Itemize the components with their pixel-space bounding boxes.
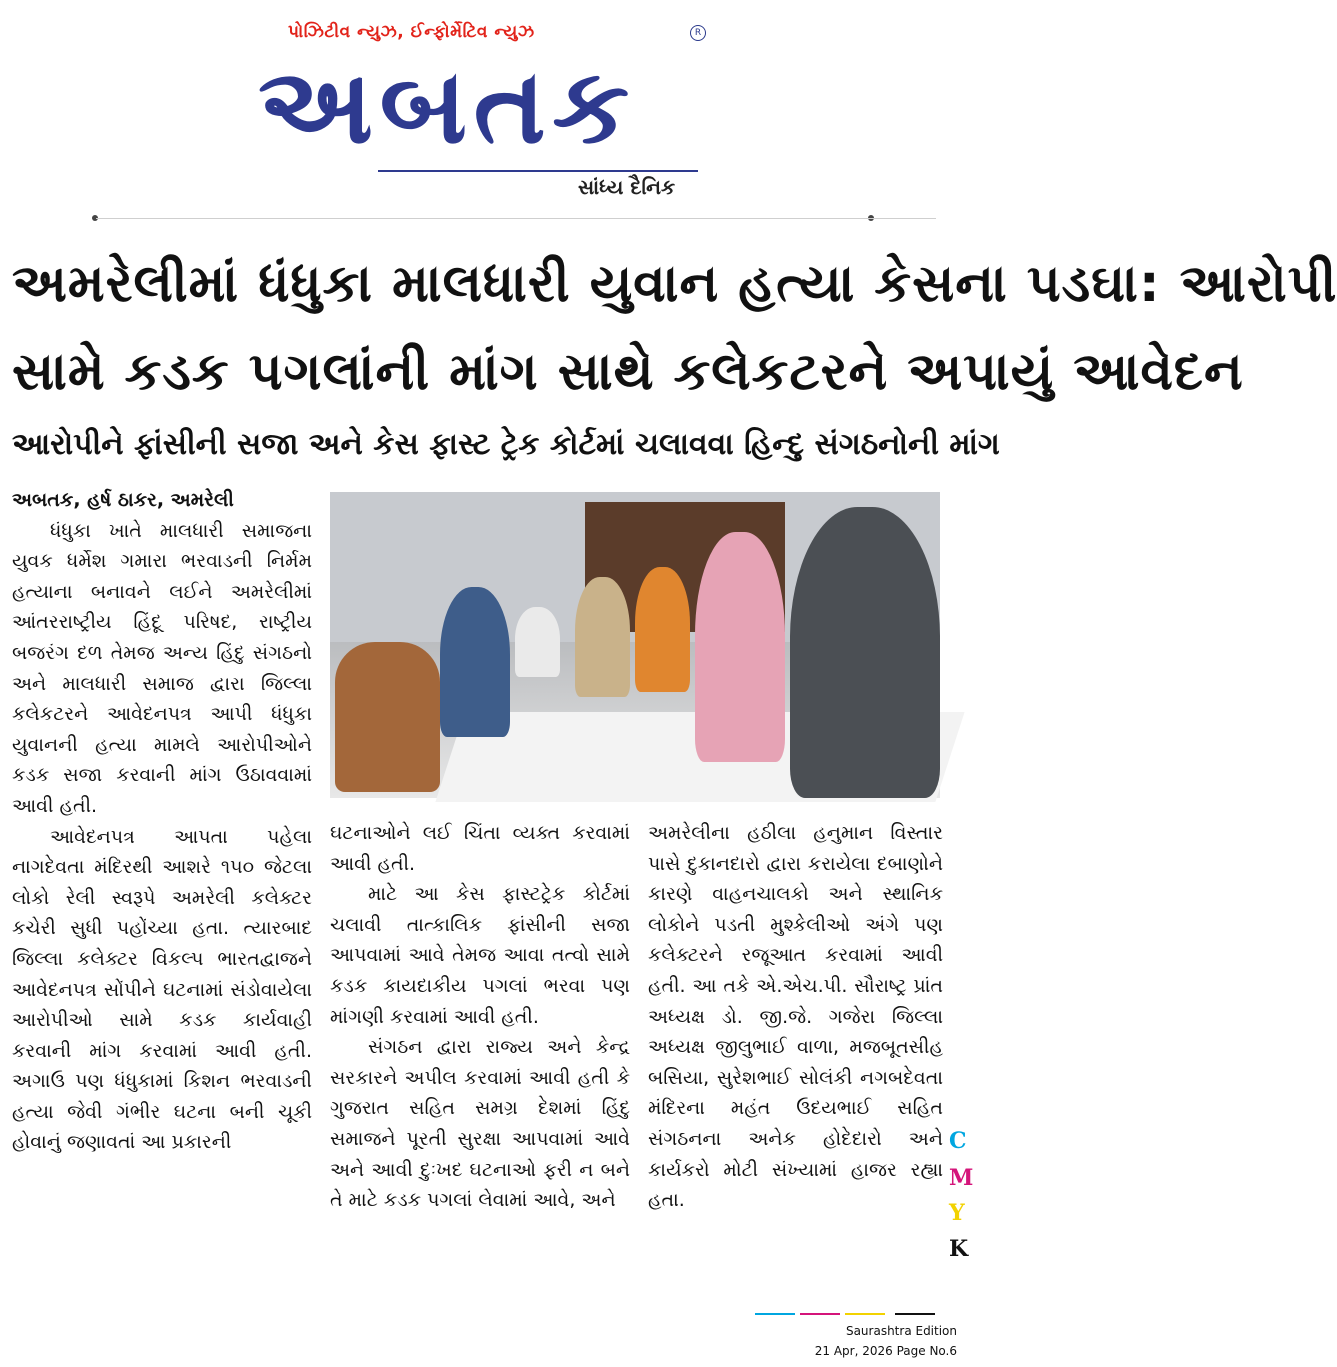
footer-edition: Saurashtra Edition (845, 1324, 957, 1338)
headline-line-1: અમરેલીમાં ધંધુકા માલધારી યુવાન હત્યા કેસના પડઘા: આરોપી (12, 254, 1337, 314)
footer-cyan-line (755, 1313, 795, 1315)
cmyk-black: K (949, 1236, 969, 1262)
edition-type-label: સાંધ્ય દૈનિક (578, 175, 676, 199)
subheadline: આરોપીને ફાંસીની સજા અને કેસ ફાસ્ટ ટ્રેક કોર્ટમાં ચલાવવા હિન્દુ સંગઠનોની માંગ (12, 427, 1000, 462)
footer-date-page: 21 Apr, 2026 Page No.6 (814, 1344, 957, 1358)
paragraph: માટે આ કેસ ફાસ્ટટ્રેક કોર્ટમાં ચલાવી તાત્કાલિક ફાંસીની સજા આપવામાં આવે તેમજ આવા તત્વો સામે કડક કાયદાકીય પગલાં ભરવા પણ માંગણી કરવામાં આવી હતી. (330, 883, 630, 1028)
photo-office-chair (335, 642, 440, 792)
registered-mark-icon: R (690, 25, 706, 41)
paragraph: ધંધુકા ખાતે માલધારી સમાજના યુવક ધર્મેશ ગમારા ભરવાડની નિર્મમ હત્યાના બનાવને લઈને અમરેલીમાં આંતરરાષ્ટ્રીય હિંદૂ પરિષદ, રાષ્ટ્રીય બજરંગ દળ તેમજ અન્ય હિંદુ સંગઠનો અને માલધારી સમાજ દ્વારા જિલ્લા કલેકટરને આવેદનપત્ર આપી ધંધુકા યુવાનની હત્યા મામલે આરોપીઓને કડક સજા કરવાની માંગ ઉઠાવવામાં આવી હતી. (12, 519, 312, 817)
newspaper-logo: અબતક (258, 45, 636, 167)
photo-person (635, 567, 690, 692)
photo-person (695, 532, 785, 762)
article-column-1 (12, 485, 312, 1158)
article-column-3 (648, 818, 943, 1216)
paragraph: ઘટનાઓને લઈ ચિંતા વ્યક્ત કરવામાં આવી હતી. (330, 822, 630, 875)
paragraph: સંગઠન દ્વારા રાજ્ય અને કેન્દ્ર સરકારને અપીલ કરવામાં આવી હતી કે ગુજરાત સહિત સમગ્ર દેશમાં હિંદુ સમાજને પૂરતી સુરક્ષા આપવામાં આવે અને આવી દુઃખદ ઘટનાઓ ફરી ન બને તે માટે કડક પગલાં લેવામાં આવે, અને (330, 1036, 630, 1212)
cmyk-yellow: Y (949, 1200, 965, 1226)
photo-person (575, 577, 630, 697)
top-divider (96, 218, 936, 219)
logo-underline (378, 170, 698, 172)
footer-yellow-line (845, 1313, 885, 1315)
masthead (0, 0, 967, 215)
cmyk-cyan: C (949, 1128, 967, 1154)
paragraph: અમરેલીના હઠીલા હનુમાન વિસ્તાર પાસે દુકાનદારો દ્વારા કરાયેલા દબાણોને કારણે વાહનચાલકો અને સ્થાનિક લોકોને પડતી મુશ્કેલીઓ અંગે પણ કલેક્ટરને રજૂઆત કરવામાં આવી હતી. આ તકે એ.એચ.પી. સૌરાષ્ટ્ર પ્રાંત અધ્યક્ષ ડો. જી.જે. ગજેરા જિલ્લા અધ્યક્ષ જીલુભાઈ વાળા, મજબૂતસીહ બસિયા, સુરેશભાઈ સોલંકી નગબદેવતા મંદિરના મહંત ઉદયભાઈ સહિત સંગઠનના અનેક હોદેદારો અને કાર્યકરો મોટી સંખ્યામાં હાજર રહ્યા હતા. (648, 822, 943, 1212)
paragraph: આવેદનપત્ર આપતા પહેલા નાગદેવતા મંદિરથી આશરે ૧૫૦ જેટલા લોકો રેલી સ્વરૂપે અમરેલી કલેક્ટર કચેરી સુધી પહોંચ્યા હતા. ત્યારબાદ જિલ્લા કલેક્ટર વિકલ્પ ભારતદ્વાજને આવેદનપત્ર સોંપીને ઘટનામાં સંડોવાયેલા આરોપીઓ સામે કડક કાર્યવાહી કરવાની માંગ કરવામાં આવી હતી. અગાઉ પણ ધંધુકામાં કિશન ભરવાડની હત્યા જેવી ગંભીર ઘટના બની ચૂકી હોવાનું જણાવતાં આ પ્રકારની (12, 825, 312, 1154)
photo-person (440, 587, 510, 737)
photo-person (790, 507, 940, 798)
footer-black-line (895, 1313, 935, 1315)
cmyk-magenta: M (949, 1165, 974, 1191)
byline: અબતક, હર્ષ ઠાકર, અમરેલી (12, 489, 234, 511)
headline-line-2: સામે કડક પગલાંની માંગ સાથે કલેકટરને અપાયું આવેદન (12, 342, 1244, 402)
footer-magenta-line (800, 1313, 840, 1315)
article-column-2 (330, 818, 630, 1216)
photo-person (515, 607, 560, 677)
news-photo (330, 492, 940, 798)
masthead-tagline: પોઝિટીવ ન્યુઝ, ઈન્ફોર્મેટિવ ન્યુઝ (288, 22, 535, 42)
